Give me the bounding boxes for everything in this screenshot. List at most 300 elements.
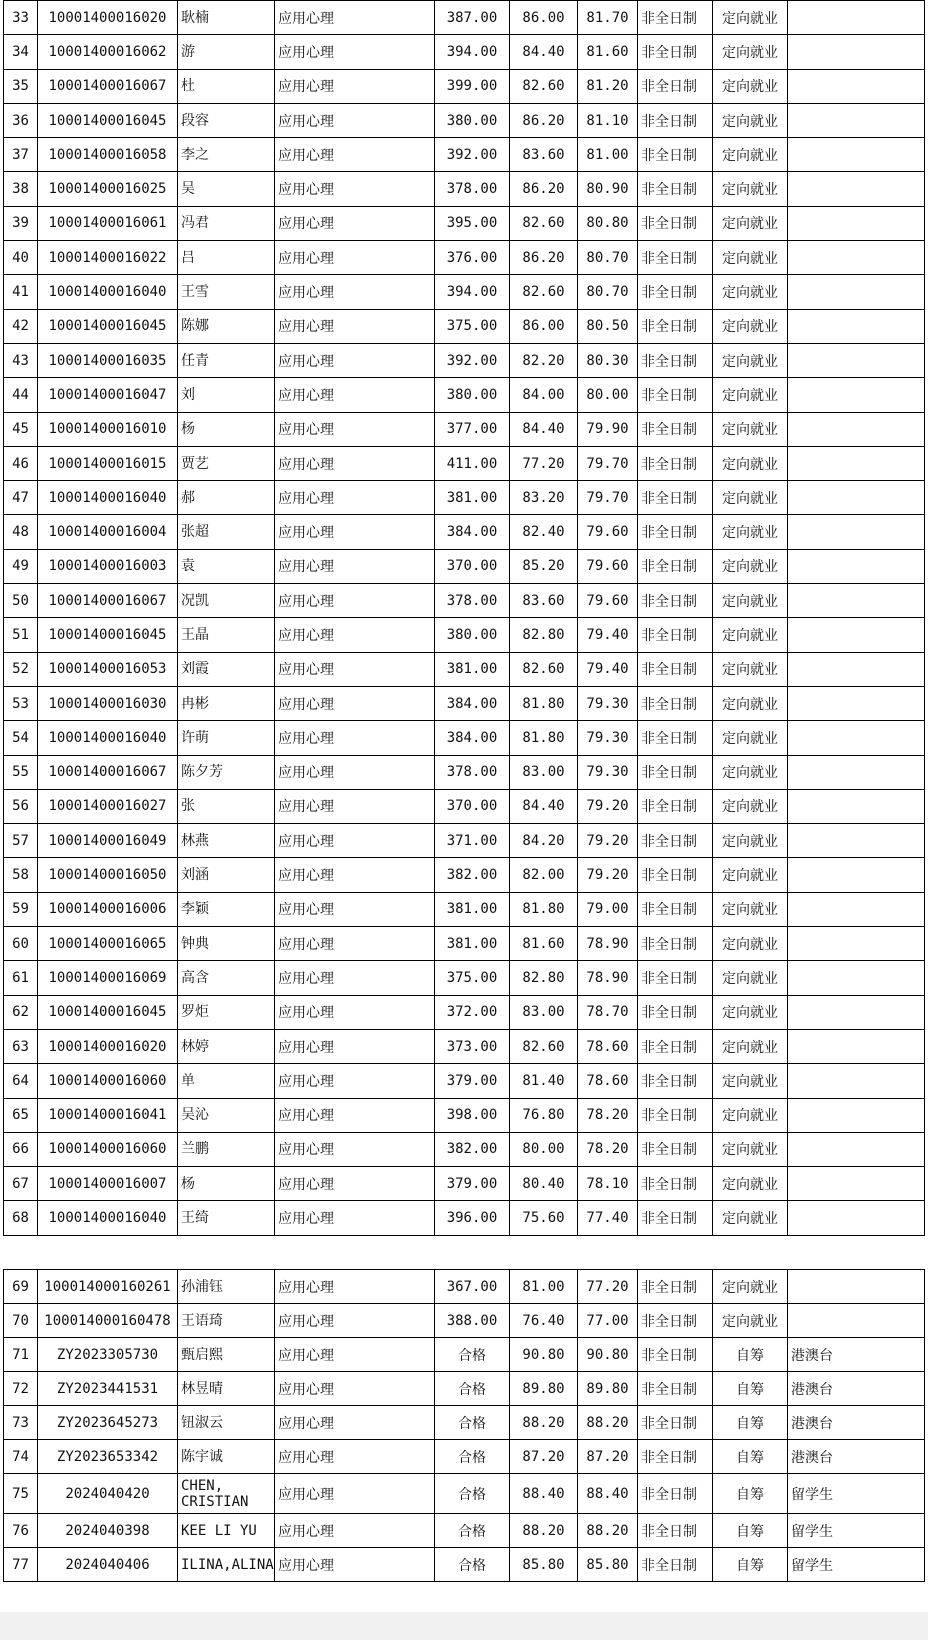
study-mode-cell: 非全日制 bbox=[638, 275, 713, 309]
exam-id-cell: 10001400016061 bbox=[38, 206, 178, 240]
initial-score-cell: 合格 bbox=[435, 1474, 510, 1514]
seq-cell: 71 bbox=[4, 1338, 38, 1372]
retest-score-cell: 87.20 bbox=[510, 1440, 578, 1474]
retest-score-cell: 83.60 bbox=[510, 138, 578, 172]
name-cell: 冉彬 bbox=[178, 686, 275, 720]
initial-score-cell: 384.00 bbox=[435, 721, 510, 755]
major-cell: 应用心理 bbox=[275, 69, 435, 103]
plan-type-cell: 定向就业 bbox=[713, 858, 788, 892]
study-mode-cell: 非全日制 bbox=[638, 1548, 713, 1582]
name-cell: 吴沁 bbox=[178, 1098, 275, 1132]
initial-score-cell: 378.00 bbox=[435, 584, 510, 618]
major-cell: 应用心理 bbox=[275, 275, 435, 309]
name-cell: 杜 bbox=[178, 69, 275, 103]
plan-type-cell: 定向就业 bbox=[713, 584, 788, 618]
retest-score-cell: 83.00 bbox=[510, 755, 578, 789]
total-score-cell: 79.20 bbox=[578, 858, 638, 892]
remark-cell bbox=[788, 172, 925, 206]
exam-id-cell: 10001400016067 bbox=[38, 755, 178, 789]
study-mode-cell: 非全日制 bbox=[638, 652, 713, 686]
remark-cell bbox=[788, 69, 925, 103]
seq-cell: 36 bbox=[4, 103, 38, 137]
initial-score-cell: 395.00 bbox=[435, 206, 510, 240]
score-table-part-1 bbox=[3, 0, 925, 1236]
retest-score-cell: 89.80 bbox=[510, 1372, 578, 1406]
study-mode-cell: 非全日制 bbox=[638, 1304, 713, 1338]
plan-type-cell: 定向就业 bbox=[713, 69, 788, 103]
remark-cell bbox=[788, 1167, 925, 1201]
plan-type-cell: 定向就业 bbox=[713, 789, 788, 823]
table-row bbox=[4, 721, 925, 755]
table-row bbox=[4, 69, 925, 103]
retest-score-cell: 76.40 bbox=[510, 1304, 578, 1338]
total-score-cell: 88.20 bbox=[578, 1514, 638, 1548]
seq-cell: 50 bbox=[4, 584, 38, 618]
initial-score-cell: 合格 bbox=[435, 1440, 510, 1474]
plan-type-cell: 定向就业 bbox=[713, 275, 788, 309]
remark-cell bbox=[788, 549, 925, 583]
name-cell: 林燕 bbox=[178, 824, 275, 858]
table-row bbox=[4, 412, 925, 446]
name-cell: KEE LI YU bbox=[178, 1514, 275, 1548]
exam-id-cell: 10001400016040 bbox=[38, 1201, 178, 1235]
table-row bbox=[4, 584, 925, 618]
major-cell: 应用心理 bbox=[275, 892, 435, 926]
seq-cell: 72 bbox=[4, 1372, 38, 1406]
major-cell: 应用心理 bbox=[275, 1514, 435, 1548]
table-row bbox=[4, 858, 925, 892]
total-score-cell: 79.40 bbox=[578, 652, 638, 686]
name-cell: 陈夕芳 bbox=[178, 755, 275, 789]
study-mode-cell: 非全日制 bbox=[638, 1201, 713, 1235]
study-mode-cell: 非全日制 bbox=[638, 755, 713, 789]
exam-id-cell: 10001400016030 bbox=[38, 686, 178, 720]
total-score-cell: 81.00 bbox=[578, 138, 638, 172]
plan-type-cell: 定向就业 bbox=[713, 995, 788, 1029]
study-mode-cell: 非全日制 bbox=[638, 138, 713, 172]
remark-cell bbox=[788, 378, 925, 412]
name-cell: 贾艺 bbox=[178, 446, 275, 480]
name-cell: 罗炬 bbox=[178, 995, 275, 1029]
exam-id-cell: 10001400016025 bbox=[38, 172, 178, 206]
name-cell: 袁 bbox=[178, 549, 275, 583]
name-cell: 王雪 bbox=[178, 275, 275, 309]
plan-type-cell: 自筹 bbox=[713, 1440, 788, 1474]
total-score-cell: 89.80 bbox=[578, 1372, 638, 1406]
initial-score-cell: 380.00 bbox=[435, 378, 510, 412]
initial-score-cell: 371.00 bbox=[435, 824, 510, 858]
major-cell: 应用心理 bbox=[275, 1406, 435, 1440]
exam-id-cell: 10001400016045 bbox=[38, 618, 178, 652]
initial-score-cell: 378.00 bbox=[435, 755, 510, 789]
major-cell: 应用心理 bbox=[275, 1098, 435, 1132]
seq-cell: 39 bbox=[4, 206, 38, 240]
table-row bbox=[4, 1029, 925, 1063]
study-mode-cell: 非全日制 bbox=[638, 789, 713, 823]
total-score-cell: 78.20 bbox=[578, 1132, 638, 1166]
exam-id-cell: 10001400016004 bbox=[38, 515, 178, 549]
table-row bbox=[4, 343, 925, 377]
seq-cell: 40 bbox=[4, 241, 38, 275]
remark-cell bbox=[788, 927, 925, 961]
retest-score-cell: 77.20 bbox=[510, 446, 578, 480]
retest-score-cell: 82.20 bbox=[510, 343, 578, 377]
total-score-cell: 79.20 bbox=[578, 789, 638, 823]
study-mode-cell: 非全日制 bbox=[638, 995, 713, 1029]
initial-score-cell: 合格 bbox=[435, 1372, 510, 1406]
exam-id-cell: 10001400016022 bbox=[38, 241, 178, 275]
exam-id-cell: 10001400016045 bbox=[38, 103, 178, 137]
remark-cell bbox=[788, 412, 925, 446]
retest-score-cell: 82.00 bbox=[510, 858, 578, 892]
initial-score-cell: 合格 bbox=[435, 1548, 510, 1582]
total-score-cell: 77.20 bbox=[578, 1270, 638, 1304]
exam-id-cell: 10001400016049 bbox=[38, 824, 178, 858]
name-cell: 段容 bbox=[178, 103, 275, 137]
major-cell: 应用心理 bbox=[275, 35, 435, 69]
plan-type-cell: 定向就业 bbox=[713, 446, 788, 480]
plan-type-cell: 自筹 bbox=[713, 1548, 788, 1582]
study-mode-cell: 非全日制 bbox=[638, 549, 713, 583]
initial-score-cell: 380.00 bbox=[435, 618, 510, 652]
exam-id-cell: 2024040406 bbox=[38, 1548, 178, 1582]
seq-cell: 57 bbox=[4, 824, 38, 858]
table-row bbox=[4, 995, 925, 1029]
major-cell: 应用心理 bbox=[275, 584, 435, 618]
seq-cell: 49 bbox=[4, 549, 38, 583]
plan-type-cell: 定向就业 bbox=[713, 927, 788, 961]
major-cell: 应用心理 bbox=[275, 1201, 435, 1235]
score-table-part-2 bbox=[3, 1269, 925, 1582]
name-cell: 许萌 bbox=[178, 721, 275, 755]
total-score-cell: 88.20 bbox=[578, 1406, 638, 1440]
initial-score-cell: 370.00 bbox=[435, 549, 510, 583]
remark-cell: 港澳台 bbox=[788, 1440, 925, 1474]
retest-score-cell: 80.40 bbox=[510, 1167, 578, 1201]
total-score-cell: 77.00 bbox=[578, 1304, 638, 1338]
remark-cell bbox=[788, 892, 925, 926]
initial-score-cell: 380.00 bbox=[435, 103, 510, 137]
exam-id-cell: 10001400016007 bbox=[38, 1167, 178, 1201]
table-row bbox=[4, 1, 925, 35]
initial-score-cell: 373.00 bbox=[435, 1029, 510, 1063]
table-row bbox=[4, 755, 925, 789]
plan-type-cell: 定向就业 bbox=[713, 1029, 788, 1063]
total-score-cell: 81.10 bbox=[578, 103, 638, 137]
seq-cell: 53 bbox=[4, 686, 38, 720]
total-score-cell: 80.70 bbox=[578, 241, 638, 275]
name-cell: 吕 bbox=[178, 241, 275, 275]
table-row bbox=[4, 481, 925, 515]
major-cell: 应用心理 bbox=[275, 721, 435, 755]
plan-type-cell: 定向就业 bbox=[713, 961, 788, 995]
retest-score-cell: 85.20 bbox=[510, 549, 578, 583]
major-cell: 应用心理 bbox=[275, 995, 435, 1029]
major-cell: 应用心理 bbox=[275, 618, 435, 652]
study-mode-cell: 非全日制 bbox=[638, 241, 713, 275]
remark-cell bbox=[788, 686, 925, 720]
name-cell: 林婷 bbox=[178, 1029, 275, 1063]
seq-cell: 42 bbox=[4, 309, 38, 343]
exam-id-cell: 10001400016060 bbox=[38, 1064, 178, 1098]
total-score-cell: 85.80 bbox=[578, 1548, 638, 1582]
table-row bbox=[4, 892, 925, 926]
exam-id-cell: 10001400016047 bbox=[38, 378, 178, 412]
study-mode-cell: 非全日制 bbox=[638, 446, 713, 480]
major-cell: 应用心理 bbox=[275, 206, 435, 240]
plan-type-cell: 定向就业 bbox=[713, 481, 788, 515]
total-score-cell: 78.90 bbox=[578, 927, 638, 961]
remark-cell bbox=[788, 275, 925, 309]
major-cell: 应用心理 bbox=[275, 549, 435, 583]
plan-type-cell: 定向就业 bbox=[713, 755, 788, 789]
retest-score-cell: 83.60 bbox=[510, 584, 578, 618]
seq-cell: 62 bbox=[4, 995, 38, 1029]
retest-score-cell: 81.60 bbox=[510, 927, 578, 961]
study-mode-cell: 非全日制 bbox=[638, 1132, 713, 1166]
retest-score-cell: 88.20 bbox=[510, 1406, 578, 1440]
total-score-cell: 78.90 bbox=[578, 961, 638, 995]
seq-cell: 77 bbox=[4, 1548, 38, 1582]
name-cell: 杨 bbox=[178, 1167, 275, 1201]
table-row bbox=[4, 35, 925, 69]
exam-id-cell: 10001400016060 bbox=[38, 1132, 178, 1166]
name-cell: 耿楠 bbox=[178, 1, 275, 35]
table-row bbox=[4, 789, 925, 823]
name-cell: 况凯 bbox=[178, 584, 275, 618]
total-score-cell: 79.60 bbox=[578, 515, 638, 549]
study-mode-cell: 非全日制 bbox=[638, 961, 713, 995]
table-row bbox=[4, 549, 925, 583]
total-score-cell: 78.10 bbox=[578, 1167, 638, 1201]
name-cell: 钮淑云 bbox=[178, 1406, 275, 1440]
initial-score-cell: 372.00 bbox=[435, 995, 510, 1029]
total-score-cell: 79.90 bbox=[578, 412, 638, 446]
total-score-cell: 80.90 bbox=[578, 172, 638, 206]
remark-cell bbox=[788, 995, 925, 1029]
initial-score-cell: 375.00 bbox=[435, 309, 510, 343]
name-cell: 冯君 bbox=[178, 206, 275, 240]
retest-score-cell: 84.40 bbox=[510, 789, 578, 823]
initial-score-cell: 379.00 bbox=[435, 1064, 510, 1098]
study-mode-cell: 非全日制 bbox=[638, 1514, 713, 1548]
major-cell: 应用心理 bbox=[275, 1132, 435, 1166]
study-mode-cell: 非全日制 bbox=[638, 343, 713, 377]
major-cell: 应用心理 bbox=[275, 1270, 435, 1304]
major-cell: 应用心理 bbox=[275, 1548, 435, 1582]
table-row bbox=[4, 1514, 925, 1548]
major-cell: 应用心理 bbox=[275, 755, 435, 789]
study-mode-cell: 非全日制 bbox=[638, 172, 713, 206]
plan-type-cell: 定向就业 bbox=[713, 721, 788, 755]
study-mode-cell: 非全日制 bbox=[638, 1, 713, 35]
retest-score-cell: 85.80 bbox=[510, 1548, 578, 1582]
study-mode-cell: 非全日制 bbox=[638, 1064, 713, 1098]
table-row bbox=[4, 1372, 925, 1406]
seq-cell: 47 bbox=[4, 481, 38, 515]
exam-id-cell: 10001400016040 bbox=[38, 721, 178, 755]
plan-type-cell: 定向就业 bbox=[713, 549, 788, 583]
name-cell: 刘 bbox=[178, 378, 275, 412]
exam-id-cell: 10001400016015 bbox=[38, 446, 178, 480]
total-score-cell: 79.40 bbox=[578, 618, 638, 652]
total-score-cell: 79.60 bbox=[578, 549, 638, 583]
seq-cell: 70 bbox=[4, 1304, 38, 1338]
name-cell: 游 bbox=[178, 35, 275, 69]
total-score-cell: 78.60 bbox=[578, 1029, 638, 1063]
table-row bbox=[4, 103, 925, 137]
retest-score-cell: 81.80 bbox=[510, 721, 578, 755]
major-cell: 应用心理 bbox=[275, 241, 435, 275]
remark-cell bbox=[788, 515, 925, 549]
total-score-cell: 81.70 bbox=[578, 1, 638, 35]
remark-cell bbox=[788, 1064, 925, 1098]
major-cell: 应用心理 bbox=[275, 481, 435, 515]
remark-cell bbox=[788, 481, 925, 515]
name-cell: 李之 bbox=[178, 138, 275, 172]
table-row bbox=[4, 652, 925, 686]
initial-score-cell: 384.00 bbox=[435, 515, 510, 549]
name-cell: 高含 bbox=[178, 961, 275, 995]
plan-type-cell: 定向就业 bbox=[713, 412, 788, 446]
study-mode-cell: 非全日制 bbox=[638, 1029, 713, 1063]
name-cell: 杨 bbox=[178, 412, 275, 446]
exam-id-cell: 10001400016045 bbox=[38, 309, 178, 343]
seq-cell: 65 bbox=[4, 1098, 38, 1132]
study-mode-cell: 非全日制 bbox=[638, 1440, 713, 1474]
retest-score-cell: 86.20 bbox=[510, 103, 578, 137]
study-mode-cell: 非全日制 bbox=[638, 584, 713, 618]
remark-cell: 港澳台 bbox=[788, 1338, 925, 1372]
study-mode-cell: 非全日制 bbox=[638, 824, 713, 858]
retest-score-cell: 88.20 bbox=[510, 1514, 578, 1548]
study-mode-cell: 非全日制 bbox=[638, 1167, 713, 1201]
table-row bbox=[4, 927, 925, 961]
retest-score-cell: 82.60 bbox=[510, 206, 578, 240]
name-cell: 刘涵 bbox=[178, 858, 275, 892]
plan-type-cell: 定向就业 bbox=[713, 892, 788, 926]
retest-score-cell: 82.80 bbox=[510, 961, 578, 995]
study-mode-cell: 非全日制 bbox=[638, 1406, 713, 1440]
table-row bbox=[4, 1304, 925, 1338]
study-mode-cell: 非全日制 bbox=[638, 721, 713, 755]
seq-cell: 69 bbox=[4, 1270, 38, 1304]
retest-score-cell: 81.80 bbox=[510, 892, 578, 926]
total-score-cell: 77.40 bbox=[578, 1201, 638, 1235]
plan-type-cell: 自筹 bbox=[713, 1406, 788, 1440]
exam-id-cell: ZY2023441531 bbox=[38, 1372, 178, 1406]
retest-score-cell: 76.80 bbox=[510, 1098, 578, 1132]
table-row bbox=[4, 1167, 925, 1201]
major-cell: 应用心理 bbox=[275, 961, 435, 995]
seq-cell: 63 bbox=[4, 1029, 38, 1063]
major-cell: 应用心理 bbox=[275, 1474, 435, 1514]
major-cell: 应用心理 bbox=[275, 1372, 435, 1406]
name-cell: CHEN, CRISTIAN bbox=[178, 1474, 275, 1514]
exam-id-cell: 10001400016062 bbox=[38, 35, 178, 69]
plan-type-cell: 定向就业 bbox=[713, 686, 788, 720]
retest-score-cell: 84.20 bbox=[510, 824, 578, 858]
major-cell: 应用心理 bbox=[275, 103, 435, 137]
remark-cell bbox=[788, 858, 925, 892]
exam-id-cell: 100014000160478 bbox=[38, 1304, 178, 1338]
exam-id-cell: 2024040398 bbox=[38, 1514, 178, 1548]
initial-score-cell: 382.00 bbox=[435, 858, 510, 892]
major-cell: 应用心理 bbox=[275, 824, 435, 858]
total-score-cell: 80.30 bbox=[578, 343, 638, 377]
seq-cell: 54 bbox=[4, 721, 38, 755]
initial-score-cell: 376.00 bbox=[435, 241, 510, 275]
plan-type-cell: 定向就业 bbox=[713, 241, 788, 275]
exam-id-cell: ZY2023645273 bbox=[38, 1406, 178, 1440]
exam-id-cell: 10001400016041 bbox=[38, 1098, 178, 1132]
total-score-cell: 79.70 bbox=[578, 446, 638, 480]
table-row bbox=[4, 1548, 925, 1582]
initial-score-cell: 合格 bbox=[435, 1514, 510, 1548]
retest-score-cell: 81.40 bbox=[510, 1064, 578, 1098]
study-mode-cell: 非全日制 bbox=[638, 1372, 713, 1406]
exam-id-cell: 10001400016065 bbox=[38, 927, 178, 961]
exam-id-cell: 10001400016020 bbox=[38, 1029, 178, 1063]
plan-type-cell: 定向就业 bbox=[713, 618, 788, 652]
table-row bbox=[4, 241, 925, 275]
study-mode-cell: 非全日制 bbox=[638, 892, 713, 926]
study-mode-cell: 非全日制 bbox=[638, 309, 713, 343]
plan-type-cell: 自筹 bbox=[713, 1372, 788, 1406]
table-row bbox=[4, 378, 925, 412]
table-row bbox=[4, 515, 925, 549]
exam-id-cell: 10001400016067 bbox=[38, 69, 178, 103]
retest-score-cell: 84.00 bbox=[510, 378, 578, 412]
total-score-cell: 79.30 bbox=[578, 721, 638, 755]
plan-type-cell: 定向就业 bbox=[713, 35, 788, 69]
remark-cell bbox=[788, 584, 925, 618]
total-score-cell: 78.60 bbox=[578, 1064, 638, 1098]
total-score-cell: 79.70 bbox=[578, 481, 638, 515]
major-cell: 应用心理 bbox=[275, 1, 435, 35]
plan-type-cell: 定向就业 bbox=[713, 824, 788, 858]
table-row bbox=[4, 1098, 925, 1132]
seq-cell: 38 bbox=[4, 172, 38, 206]
initial-score-cell: 411.00 bbox=[435, 446, 510, 480]
seq-cell: 74 bbox=[4, 1440, 38, 1474]
table-row bbox=[4, 686, 925, 720]
initial-score-cell: 378.00 bbox=[435, 172, 510, 206]
study-mode-cell: 非全日制 bbox=[638, 1338, 713, 1372]
remark-cell bbox=[788, 1270, 925, 1304]
retest-score-cell: 81.80 bbox=[510, 686, 578, 720]
name-cell: 兰鹏 bbox=[178, 1132, 275, 1166]
major-cell: 应用心理 bbox=[275, 1304, 435, 1338]
initial-score-cell: 384.00 bbox=[435, 686, 510, 720]
remark-cell: 港澳台 bbox=[788, 1406, 925, 1440]
initial-score-cell: 382.00 bbox=[435, 1132, 510, 1166]
retest-score-cell: 82.60 bbox=[510, 1029, 578, 1063]
study-mode-cell: 非全日制 bbox=[638, 618, 713, 652]
name-cell: 张超 bbox=[178, 515, 275, 549]
initial-score-cell: 392.00 bbox=[435, 138, 510, 172]
plan-type-cell: 定向就业 bbox=[713, 103, 788, 137]
major-cell: 应用心理 bbox=[275, 686, 435, 720]
seq-cell: 75 bbox=[4, 1474, 38, 1514]
total-score-cell: 81.60 bbox=[578, 35, 638, 69]
seq-cell: 59 bbox=[4, 892, 38, 926]
seq-cell: 67 bbox=[4, 1167, 38, 1201]
plan-type-cell: 定向就业 bbox=[713, 1167, 788, 1201]
study-mode-cell: 非全日制 bbox=[638, 858, 713, 892]
name-cell: 陈娜 bbox=[178, 309, 275, 343]
initial-score-cell: 381.00 bbox=[435, 481, 510, 515]
